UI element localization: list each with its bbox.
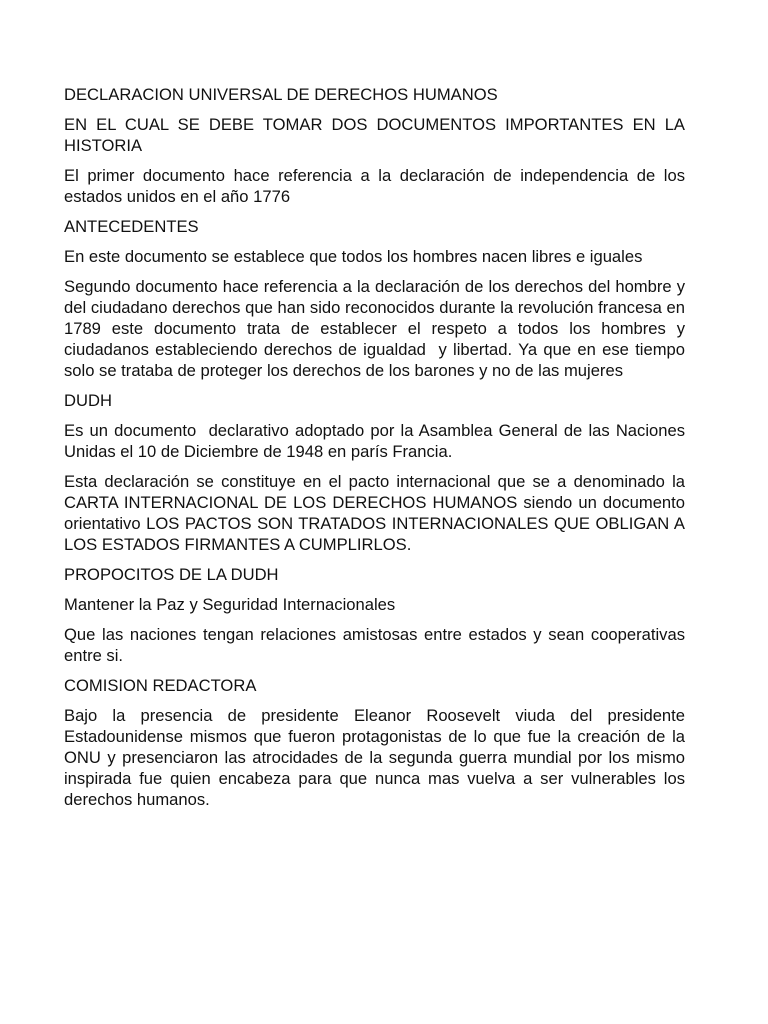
dudh-paragraph: Es un documento declarativo adoptado por la Asamblea General de las Naciones Unidas el 10 de Diciembre de 1948 en parís Francia. bbox=[64, 421, 690, 461]
heading-propositos: PROPOCITOS DE LA DUDH bbox=[64, 565, 279, 584]
comision-paragraph: Bajo la presencia de presidente Eleanor Roosevelt viuda del presidente Estadounidense mismos que fueron protagonistas de lo que fue la creación de la ONU y presenciaron las atrocidades de la segunda guerra mundial por los mismo inspirada fue quien encabeza para que nunca mas vuelva a ser vulnerables los derechos humanos. bbox=[64, 706, 690, 809]
heading-antecedentes: ANTECEDENTES bbox=[64, 217, 199, 236]
purpose-paragraph-1: Mantener la Paz y Seguridad Internacionales bbox=[64, 595, 396, 614]
heading-dudh: DUDH bbox=[64, 391, 112, 410]
document-title: DECLARACION UNIVERSAL DE DERECHOS HUMANOS bbox=[64, 85, 498, 104]
document-page bbox=[64, 84, 690, 819]
intro-paragraph: EN EL CUAL SE DEBE TOMAR DOS DOCUMENTOS IMPORTANTES EN LA HISTORIA bbox=[64, 115, 690, 155]
purpose-paragraph-2: Que las naciones tengan relaciones amistosas entre estados y sean cooperativas entre si. bbox=[64, 625, 690, 665]
first-document-paragraph: El primer documento hace referencia a la declaración de independencia de los estados unidos en el año 1776 bbox=[64, 166, 690, 206]
declaration-paragraph: Esta declaración se constituye en el pacto internacional que se a denominado la CARTA INTERNACIONAL DE LOS DERECHOS HUMANOS siendo un documento orientativo LOS PACTOS SON TRATADOS INTERNACIONALES QUE OBLIGAN A LOS ESTADOS FIRMANTES A CUMPLIRLOS. bbox=[64, 472, 690, 554]
second-document-paragraph: Segundo documento hace referencia a la declaración de los derechos del hombre y del ciudadano derechos que han sido reconocidos durante la revolución francesa en 1789 este documento trata de establecer el respeto a todos los hombres y ciudadanos estableciendo derechos de igualdad y libertad. Ya que en ese tiempo solo se trataba de proteger los derechos de los barones y no de las mujeres bbox=[64, 277, 690, 380]
heading-comision: COMISION REDACTORA bbox=[64, 676, 257, 695]
antecedentes-paragraph: En este documento se establece que todos los hombres nacen libres e iguales bbox=[64, 247, 643, 266]
